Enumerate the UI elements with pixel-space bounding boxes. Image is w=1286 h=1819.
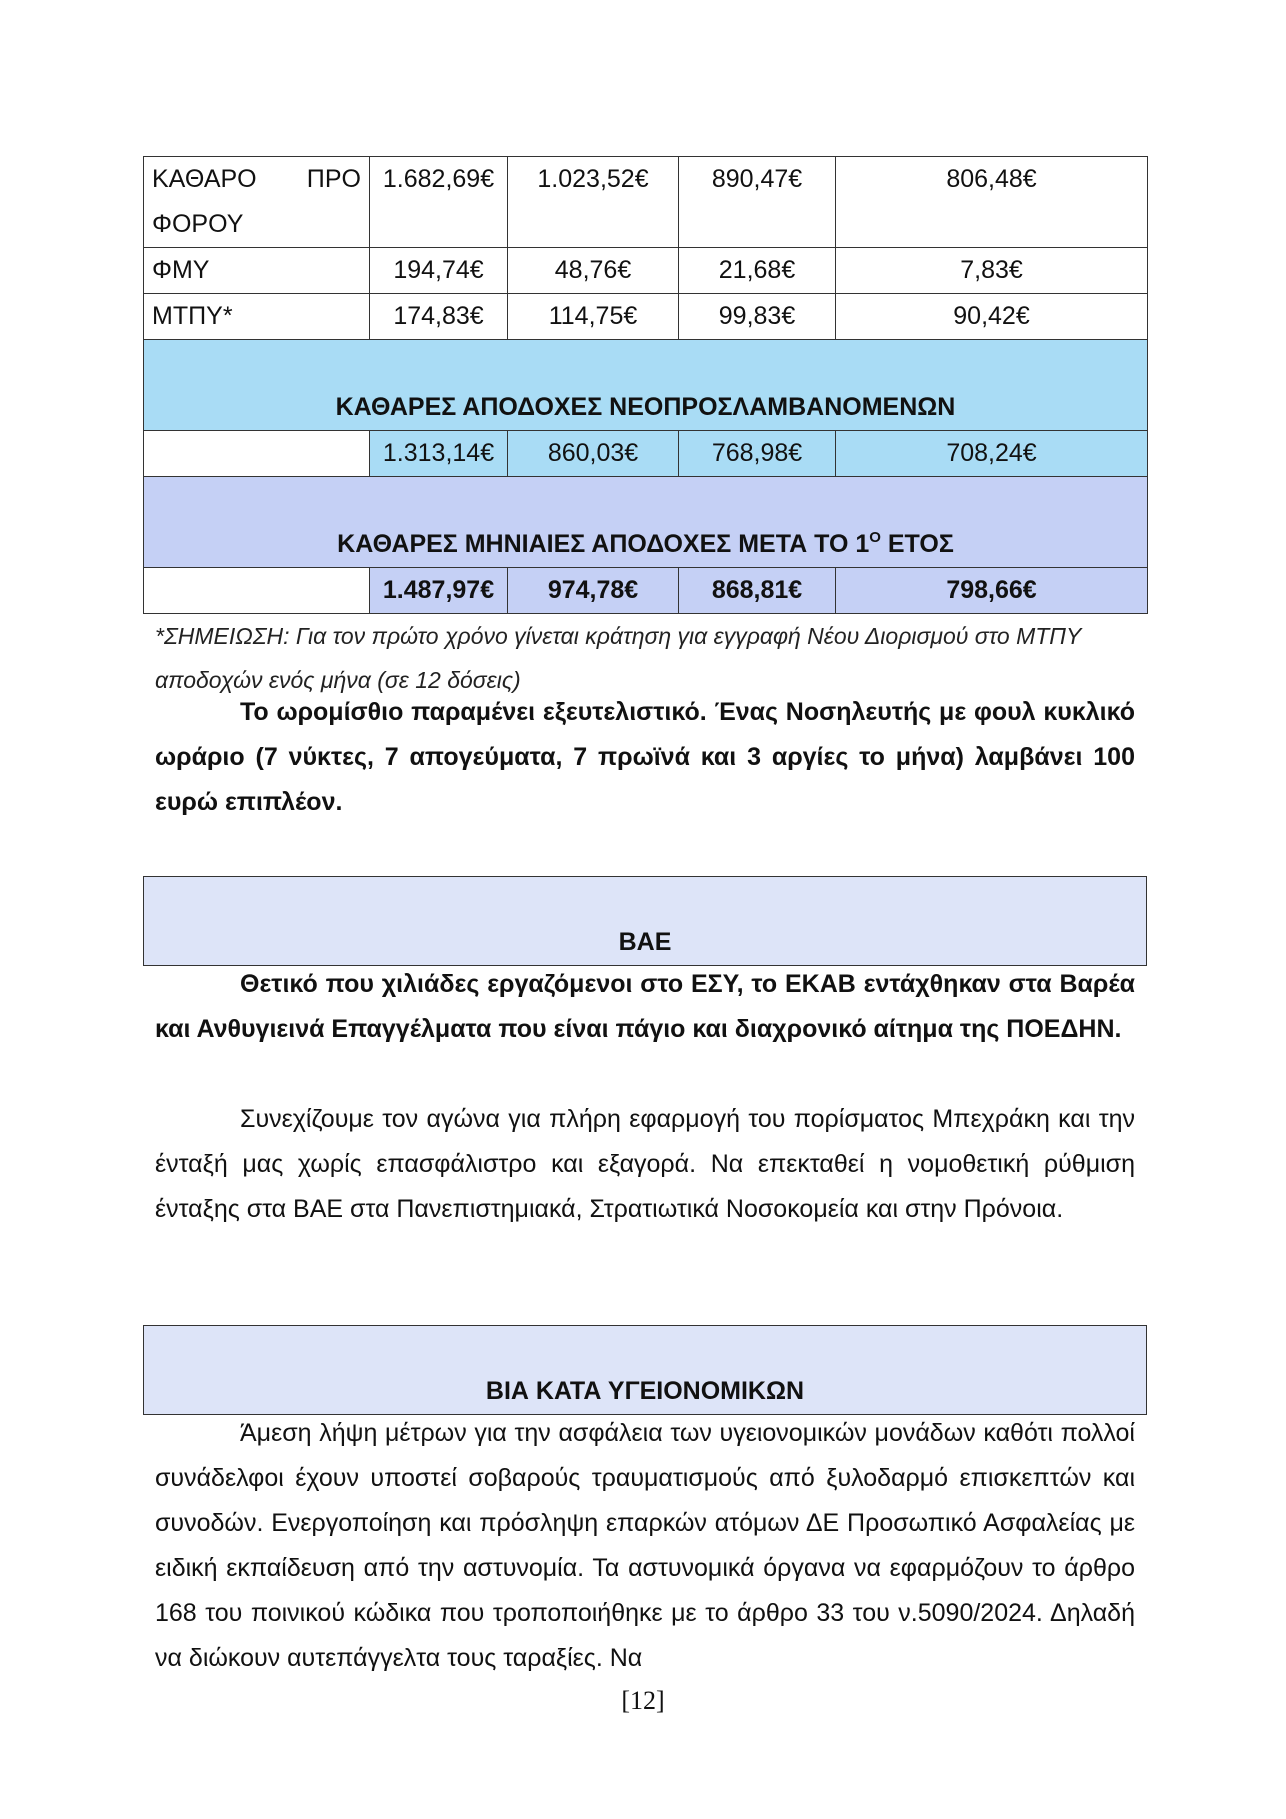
row-label: ΜΤΠΥ*: [144, 294, 370, 340]
row-label: ΚΑΘΑΡΟ ΠΡΟ ΦΟΡΟΥ: [144, 157, 370, 248]
table-footnote: *ΣΗΜΕΙΩΣΗ: Για τον πρώτο χρόνο γίνεται κράτηση για εγγραφή Νέου Διορισμού στο ΜΤΠΥ αποδοχών ενός μήνα (σε 12 δόσεις): [155, 623, 1082, 693]
net-after-values-row: [144, 568, 1148, 614]
net-after-title: ΚΑΘΑΡΕΣ ΜΗΝΙΑΙΕΣ ΑΠΟΔΟΧΕΣ ΜΕΤΑ ΤΟ $1^O$ ΕΤΟΣ: [144, 477, 1148, 568]
section-title: ΒΙΑ ΚΑΤΑ ΥΓΕΙΟΝΟΜΙΚΩΝ: [485, 1377, 805, 1405]
table-cell: 7,83€: [836, 248, 1148, 294]
net-new-values-row: [144, 431, 1148, 477]
table-cell: 974,78€: [508, 568, 679, 614]
empty-cell: [144, 568, 370, 614]
section-title: ΒΑΕ: [618, 928, 672, 956]
net-after-header-row: [144, 477, 1148, 568]
table-row: [144, 248, 1148, 294]
row-label: ΦΜΥ: [144, 248, 370, 294]
table-cell: 1.313,14€: [370, 431, 508, 477]
table-cell: 48,76€: [508, 248, 679, 294]
table-row: [144, 294, 1148, 340]
table-cell: 890,47€: [679, 157, 836, 248]
bae-bold-paragraph: Θετικό που χιλιάδες εργαζόμενοι στο ΕΣΥ, το ΕΚΑΒ εντάχθηκαν στα Βαρέα και Ανθυγιεινά Επαγγέλματα που είναι πάγιο και διαχρονικό αίτημα της ΠΟΕΔΗΝ.: [155, 970, 1135, 1043]
section-header-bae: [143, 876, 1147, 966]
table-cell: 768,98€: [679, 431, 836, 477]
empty-cell: [144, 431, 370, 477]
salary-table: [143, 156, 1148, 614]
hourly-wage-paragraph: Το ωρομίσθιο παραμένει εξευτελιστικό. Ένας Νοσηλευτής με φουλ κυκλικό ωράριο (7 νύκτες, 7 απογεύματα, 7 πρωϊνά και 3 αργίες το μήνα) λαμβάνει 100 ευρώ επιπλέον.: [155, 698, 1135, 816]
table-cell: 708,24€: [836, 431, 1148, 477]
table-cell: 90,42€: [836, 294, 1148, 340]
table-cell: 798,66€: [836, 568, 1148, 614]
table-cell: 194,74€: [370, 248, 508, 294]
page-number: [12]: [621, 1686, 665, 1715]
table-cell: 174,83€: [370, 294, 508, 340]
table-cell: 860,03€: [508, 431, 679, 477]
table-row: [144, 157, 1148, 248]
table-cell: 1.023,52€: [508, 157, 679, 248]
net-new-header-row: [144, 340, 1148, 431]
table-cell: 1.487,97€: [370, 568, 508, 614]
table-cell: 806,48€: [836, 157, 1148, 248]
section-header-violence: [143, 1325, 1147, 1415]
violence-paragraph: Άμεση λήψη μέτρων για την ασφάλεια των υγειονομικών μονάδων καθότι πολλοί συνάδελφοι έχουν υποστεί σοβαρούς τραυματισμούς από ξυλοδαρμό επισκεπτών και συνοδών. Ενεργοποίηση και πρόσληψη επαρκών ατόμων ΔΕ Προσωπικό Ασφαλείας με ειδική εκπαίδευση από την αστυνομία. Τα αστυνομικά όργανα να εφαρμόζουν το άρθρο 168 του ποινικού κώδικα που τροποποιήθηκε με το άρθρο 33 του ν.5090/2024. Δηλαδή να διώκουν αυτεπάγγελτα τους ταραξίες. Να: [155, 1419, 1135, 1672]
bae-paragraph: Συνεχίζουμε τον αγώνα για πλήρη εφαρμογή του πορίσματος Μπεχράκη και την ένταξή μας χωρίς επασφάλιστρο και εξαγορά. Να επεκταθεί η νομοθετική ρύθμιση ένταξης στα ΒΑΕ στα Πανεπιστημιακά, Στρατιωτικά Νοσοκομεία και στην Πρόνοια.: [155, 1105, 1135, 1223]
table-cell: 114,75€: [508, 294, 679, 340]
table-cell: 99,83€: [679, 294, 836, 340]
table-cell: 1.682,69€: [370, 157, 508, 248]
table-cell: 21,68€: [679, 248, 836, 294]
table-cell: 868,81€: [679, 568, 836, 614]
net-new-title: ΚΑΘΑΡΕΣ ΑΠΟΔΟΧΕΣ ΝΕΟΠΡΟΣΛΑΜΒΑΝΟΜΕΝΩΝ: [144, 340, 1148, 431]
